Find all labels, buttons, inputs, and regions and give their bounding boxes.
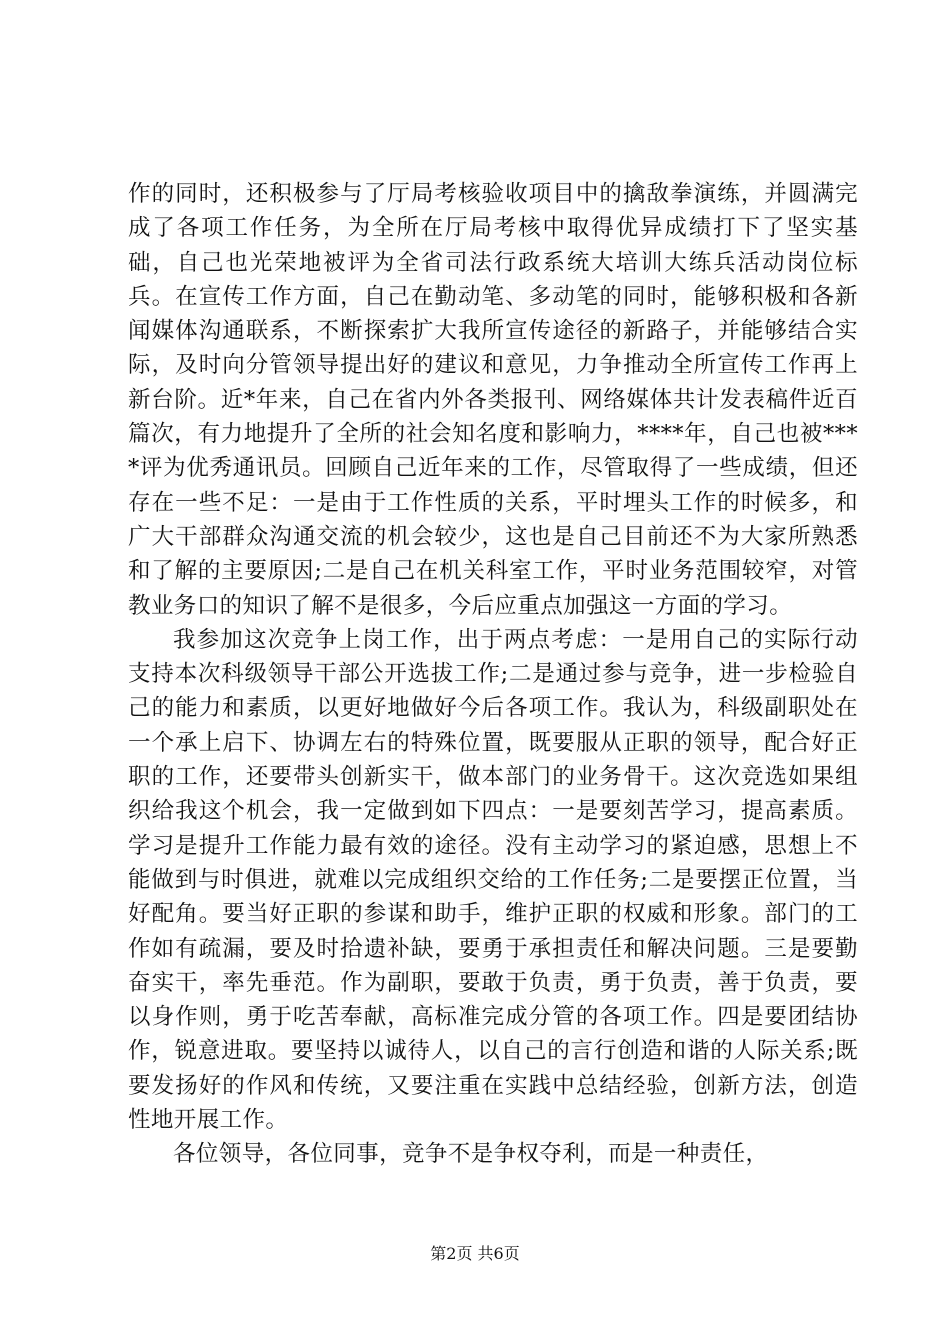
paragraph-continuation: 作的同时，还积极参与了厅局考核验收项目中的擒敌拳演练，并圆满完成了各项工作任务，为全所在厅局考核中取得优异成绩打下了坚实基础，自己也光荣地被评为全省司法行政系统大培训大练兵活动岗位标兵。在宣传工作方面，自己在勤动笔、多动笔的同时，能够积极和各新闻媒体沟通联系，不断探索扩大我所宣传途径的新路子，并能够结合实际，及时向分管领导提出好的建议和意见，力争推动全所宣传工作再上新台阶。近*年来，自己在省内外各类报刊、网络媒体共计发表稿件近百篇次，有力地提升了全所的社会知名度和影响力，****年，自己也被****评为优秀通讯员。回顾自己近年来的工作，尽管取得了一些成绩，但还存在一些不足：一是由于工作性质的关系，平时埋头工作的时候多，和广大干部群众沟通交流的机会较少，这也是自己目前还不为大家所熟悉和了解的主要原因;二是自己在机关科室工作，平时业务范围较窄，对管教业务口的知识了解不是很多，今后应重点加强这一方面的学习。 bbox=[128, 181, 858, 619]
page-number: 第2页 共6页 bbox=[430, 1244, 520, 1263]
document-body bbox=[128, 177, 858, 1172]
paragraph-closing: 各位领导，各位同事，竞争不是争权夺利，而是一种责任， bbox=[173, 1141, 769, 1168]
paragraph-motivation: 我参加这次竞争上岗工作，出于两点考虑：一是用自己的实际行动支持本次科级领导干部公开选拔工作;二是通过参与竞争，进一步检验自己的能力和素质，以更好地做好今后各项工作。我认为，科级副职处在一个承上启下、协调左右的特殊位置，既要服从正职的领导，配合好正职的工作，还要带头创新实干，做本部门的业务骨干。这次竞选如果组织给我这个机会，我一定做到如下四点：一是要刻苦学习，提高素质。学习是提升工作能力最有效的途径。没有主动学习的紧迫感，思想上不能做到与时俱进，就难以完成组织交给的工作任务;二是要摆正位置，当好配角。要当好正职的参谋和助手，维护正职的权威和形象。部门的工作如有疏漏，要及时拾遗补缺，要勇于承担责任和解决问题。三是要勤奋实干，率先垂范。作为副职，要敢于负责，勇于负责，善于负责，要以身作则，勇于吃苦奉献，高标准完成分管的各项工作。四是要团结协作，锐意进取。要坚持以诚待人，以自己的言行创造和谐的人际关系;既要发扬好的作风和传统，又要注重在实践中总结经验，创新方法，创造性地开展工作。 bbox=[128, 626, 858, 1134]
